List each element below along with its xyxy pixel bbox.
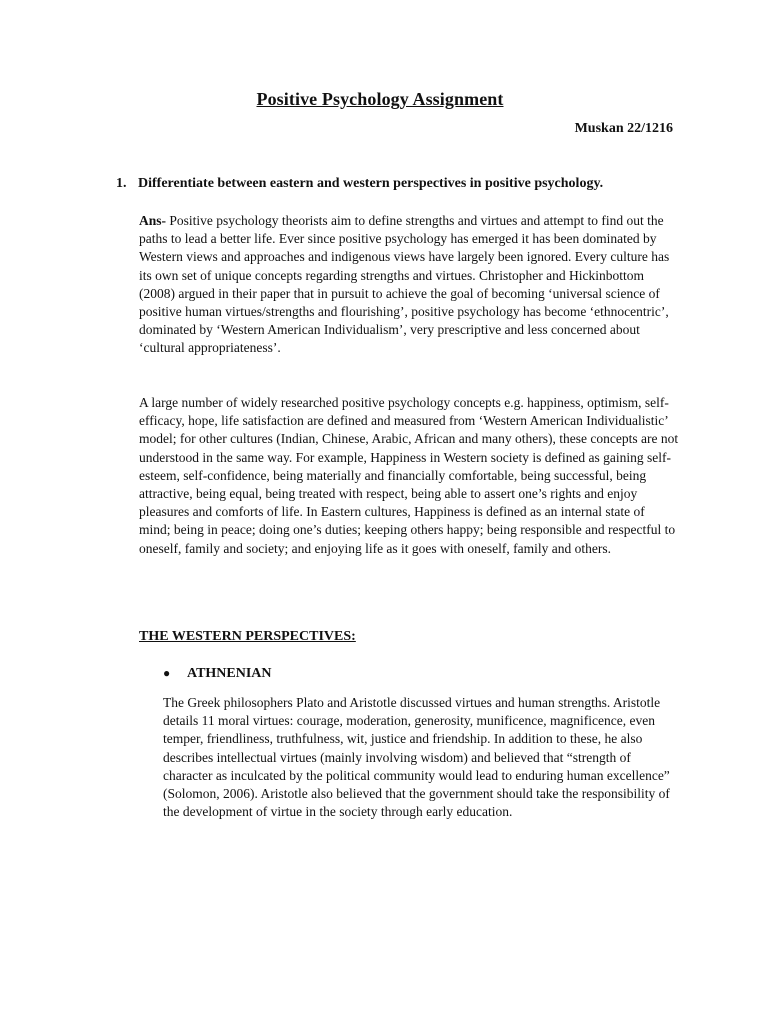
bullet-icon: ● xyxy=(163,666,171,680)
page-title: Positive Psychology Assignment xyxy=(256,89,504,109)
answer-paragraph-1 xyxy=(139,212,679,358)
answer-paragraph-2: A large number of widely researched positive psychology concepts e.g. happiness, optimism, self-efficacy, hope, life satisfaction are defined and measured from ‘Western American Individualistic’ model; for other cultures (Indian, Chinese, Arabic, African and many others), these concepts are not understood in the same way. For example, Happiness in Western society is defined as gaining self-esteem, self-confidence, being materially and financially comfortable, being successful, being attractive, being equal, being treated with respect, being able to assert one’s rights and enjoy pleasures and comforts of life. In Eastern cultures, Happiness is defined as an internal state of mind; being in peace; doing one’s duties; keeping others happy; being responsible and respectful to oneself, family and society; and enjoying life as it goes with oneself, family and others. xyxy=(139,395,679,556)
question-text: Differentiate between eastern and western perspectives in positive psychology. xyxy=(138,176,604,191)
author-id: Muskan 22/1216 xyxy=(574,121,673,136)
bullet-athenian xyxy=(163,666,272,682)
bullet-heading: ATHNENIAN xyxy=(187,666,272,681)
athenian-paragraph: The Greek philosophers Plato and Aristotle discussed virtues and human strengths. Aristotle details 11 moral virtues: courage, moderation, generosity, munificence, magnificence, even temper, friendliness, truthfulness, wit, justice and friendship. In addition to these, he also describes intellectual virtues (mainly involving wisdom) and believed that “strength of character as inculcated by the political community would lead to enduring human excellence” (Solomon, 2006). Aristotle also believed that the government should take the responsibility of the development of virtue in the society through early education. xyxy=(163,695,670,820)
question-number: 1. xyxy=(116,176,127,191)
answer-paragraph-1-text: Positive psychology theorists aim to define strengths and virtues and attempt to find out the paths to lead a better life. Ever since positive psychology has emerged it has been dominated by Western views and approaches and indigenous views have largely been ignored. Every culture has its own set of unique concepts regarding strengths and virtues. Christopher and Hickinbottom (2008) argued in their paper that in pursuit to achieve the goal of becoming ‘universal science of positive human virtues/strengths and flourishing’, positive psychology has become ‘ethnocentric’, dominated by ‘Western American Individualism’, very prescriptive and less concerned about ‘cultural appropriateness’. xyxy=(139,213,670,356)
question-1 xyxy=(116,176,603,192)
section-heading-western: THE WESTERN PERSPECTIVES: xyxy=(139,629,356,644)
answer-lead: Ans- xyxy=(139,213,167,228)
